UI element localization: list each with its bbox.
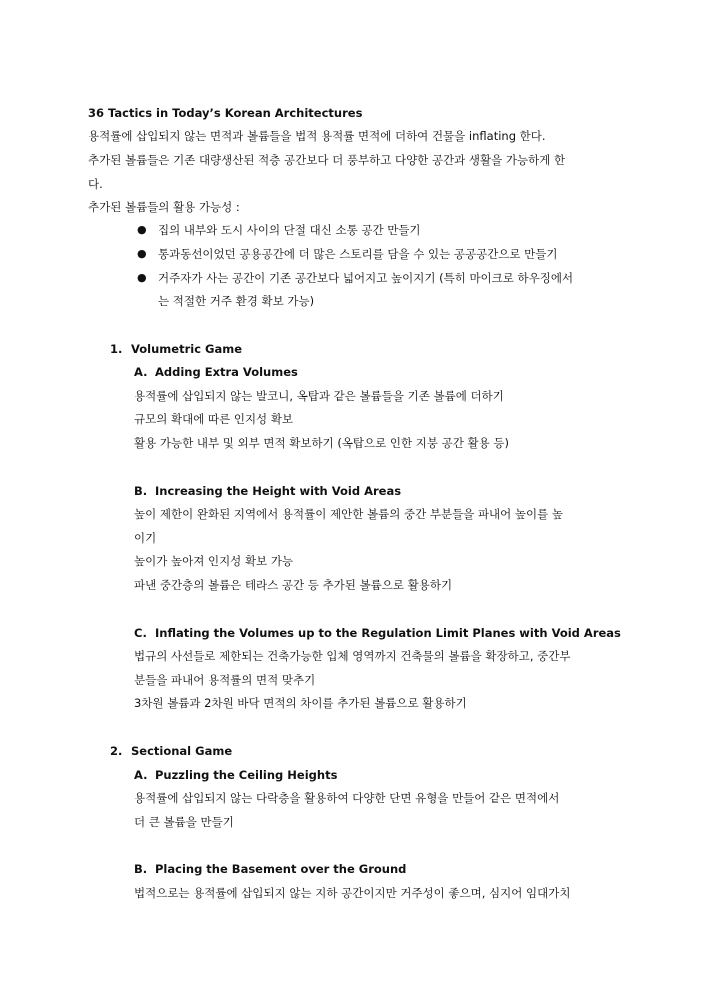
document-title: 36 Tactics in Today’s Korean Architectures — [88, 106, 363, 120]
subsection-title: Adding Extra Volumes — [155, 365, 298, 379]
subsection-letter: B. — [134, 862, 148, 876]
body-line: 파낸 중간층의 볼륨은 테라스 공간 등 추가된 볼륨으로 활용하기 — [134, 578, 453, 592]
body-line: 분들을 파내어 용적률의 면적 맞추기 — [134, 673, 316, 687]
body-line: 3차원 볼륨과 2차원 바닥 면적의 차이를 추가된 볼륨으로 활용하기 — [134, 696, 467, 710]
body-line: 높이 제한이 완화된 지역에서 용적률이 제안한 볼륨의 중간 부분들을 파내어 높이를 높 — [134, 507, 564, 521]
body-line: 높이가 높아져 인지성 확보 가능 — [134, 554, 294, 568]
intro-line: 추가된 볼륨들은 기존 대량생산된 적층 공간보다 더 풍부하고 다양한 공간과 생활을 가능하게 한 — [88, 153, 566, 167]
bullet-item-continuation: 는 적절한 거주 환경 확보 가능) — [158, 294, 315, 308]
bullet-icon: ● — [137, 247, 147, 260]
section-title: Volumetric Game — [131, 342, 242, 356]
intro-line: 추가된 볼륨들의 활용 가능성 : — [88, 200, 240, 214]
bullet-icon: ● — [137, 223, 147, 236]
bullet-item: 집의 내부와 도시 사이의 단절 대신 소통 공간 만들기 — [158, 223, 421, 237]
subsection-letter: A. — [134, 365, 148, 379]
section-title: Sectional Game — [131, 744, 233, 758]
body-line: 활용 가능한 내부 및 외부 면적 확보하기 (옥탑으로 인한 지붕 공간 활용 등) — [134, 436, 509, 450]
section-number: 2. — [110, 744, 123, 758]
subsection-letter: C. — [134, 626, 147, 640]
body-line: 더 큰 볼륨을 만들기 — [134, 815, 234, 829]
subsection-title: Increasing the Height with Void Areas — [155, 484, 402, 498]
subsection-title: Inflating the Volumes up to the Regulation Limit Planes with Void Areas — [155, 626, 621, 640]
subsection-title: Puzzling the Ceiling Heights — [155, 768, 338, 782]
body-line: 용적률에 삽입되지 않는 다락층을 활용하여 다양한 단면 유형을 만들어 같은 면적에서 — [134, 791, 560, 805]
body-line: 규모의 확대에 따른 인지성 확보 — [134, 412, 294, 426]
body-line: 용적률에 삽입되지 않는 발코니, 옥탑과 같은 볼륨들을 기존 볼륨에 더하기 — [134, 389, 504, 403]
subsection-letter: A. — [134, 768, 148, 782]
body-line: 이기 — [134, 531, 157, 545]
bullet-item: 거주자가 사는 공간이 기존 공간보다 넓어지고 높이지기 (특히 마이크로 하우징에서 — [158, 271, 574, 285]
bullet-item: 통과동선이었던 공용공간에 더 많은 스토리를 담을 수 있는 공공공간으로 만들기 — [158, 247, 558, 261]
body-line: 법적으로는 용적률에 삽입되지 않는 지하 공간이지만 거주성이 좋으며, 심지어 임대가치 — [134, 886, 571, 900]
subsection-title: Placing the Basement over the Ground — [155, 862, 407, 876]
section-number: 1. — [110, 342, 123, 356]
subsection-letter: B. — [134, 484, 148, 498]
intro-line: 용적률에 삽입되지 않는 면적과 볼륨들을 법적 용적률 면적에 더하여 건물을 inflating 한다. — [88, 129, 546, 143]
bullet-icon: ● — [137, 271, 147, 284]
intro-line: 다. — [88, 177, 103, 191]
body-line: 법규의 사선들로 제한되는 건축가능한 입체 영역까지 건축물의 볼륨을 확장하고, 중간부 — [134, 649, 571, 663]
